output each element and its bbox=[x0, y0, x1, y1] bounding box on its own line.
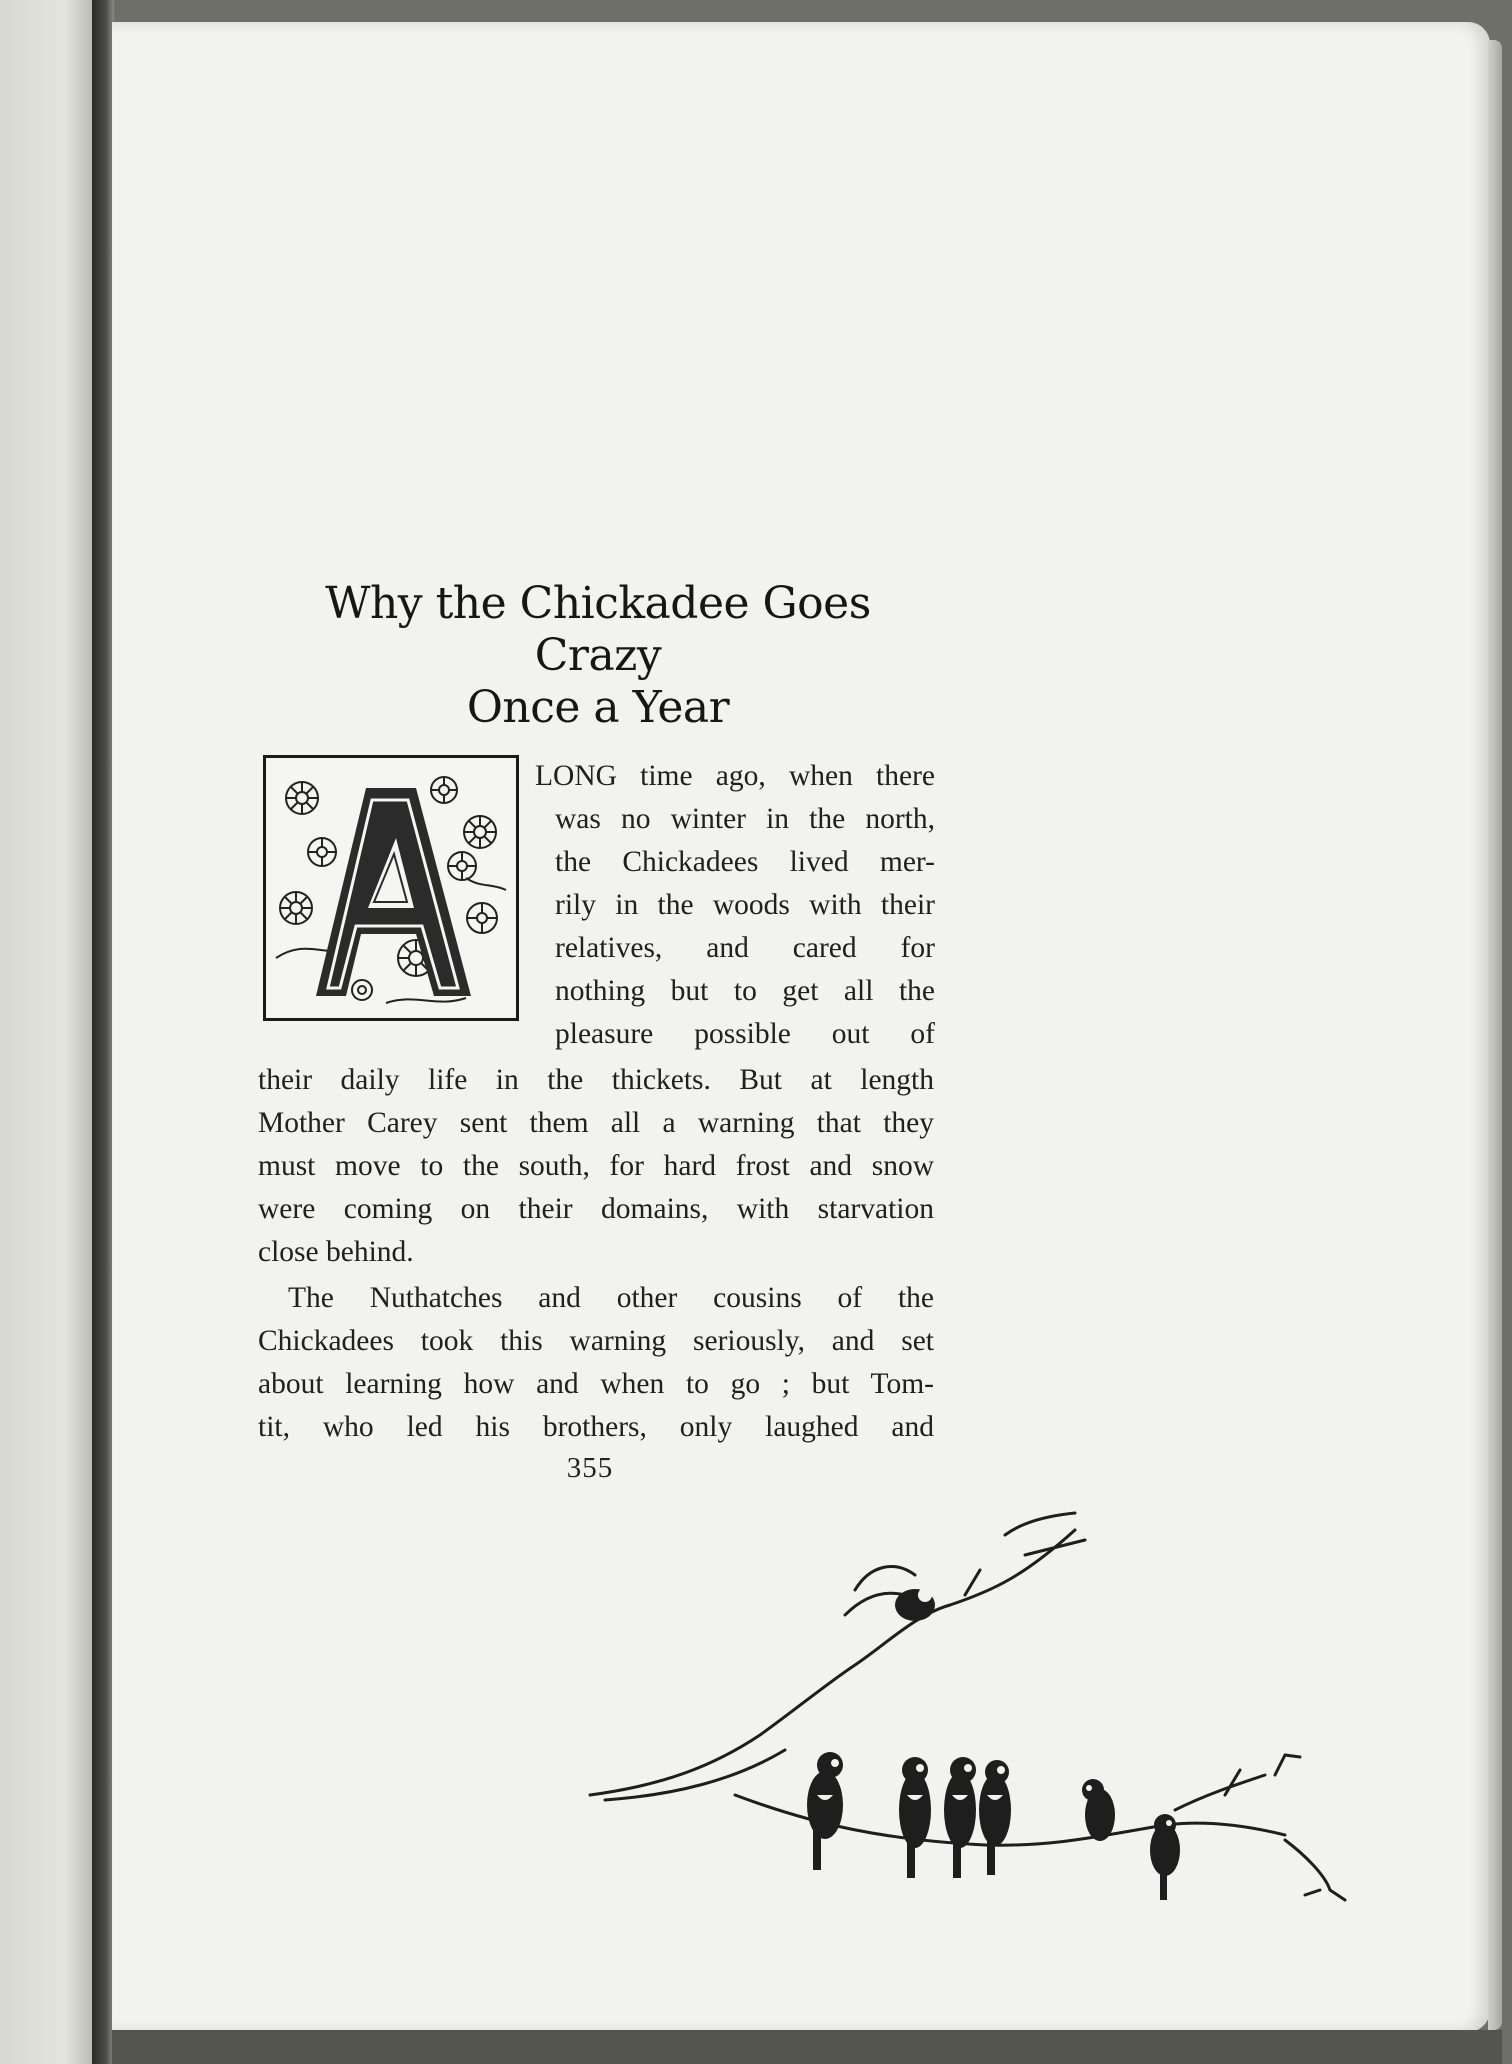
opening-lines-beside-dropcap bbox=[535, 755, 935, 1056]
floral-dropcap-icon bbox=[266, 758, 516, 1018]
decorated-dropcap bbox=[263, 755, 519, 1021]
chapter-title-line-1: Why the Chickadee Goes Crazy bbox=[325, 578, 871, 681]
text-line: pleasure possible out of bbox=[555, 1018, 935, 1050]
page-number: 355 bbox=[566, 1452, 614, 1484]
text-line: LONG time ago, when there bbox=[535, 760, 935, 792]
text-line: rily in the woods with their bbox=[555, 889, 935, 921]
chickadees-on-branch-illustration-icon bbox=[585, 1495, 1355, 1925]
text-line: must move to the south, for hard frost and snow bbox=[258, 1150, 934, 1182]
text-line: about learning how and when to go ; but Tom- bbox=[258, 1368, 934, 1400]
text-line: tit, who led his brothers, only laughed and bbox=[258, 1411, 934, 1443]
text-line: Mother Carey sent them all a warning that they bbox=[258, 1107, 934, 1139]
page-stack-edge bbox=[1488, 40, 1502, 2030]
book-gutter bbox=[92, 0, 114, 2064]
text-line: the Chickadees lived mer- bbox=[555, 846, 935, 878]
text-line: their daily life in the thickets. But at length bbox=[258, 1064, 934, 1096]
text-line: The Nuthatches and other cousins of the bbox=[288, 1282, 934, 1314]
chapter-title-line-2: Once a Year bbox=[466, 682, 730, 733]
text-line: close behind. bbox=[258, 1236, 414, 1268]
text-line: relatives, and cared for bbox=[555, 932, 935, 964]
paragraph-1-continued bbox=[258, 1059, 934, 1274]
scan-bottom-shadow bbox=[112, 2030, 1502, 2064]
chapter-title bbox=[258, 578, 938, 734]
text-line: nothing but to get all the bbox=[555, 975, 935, 1007]
text-line: Chickadees took this warning seriously, and set bbox=[258, 1325, 934, 1357]
facing-page-edge bbox=[0, 0, 92, 2064]
text-line: were coming on their domains, with starvation bbox=[258, 1193, 934, 1225]
text-line: was no winter in the north, bbox=[555, 803, 935, 835]
paragraph-2 bbox=[258, 1277, 934, 1449]
